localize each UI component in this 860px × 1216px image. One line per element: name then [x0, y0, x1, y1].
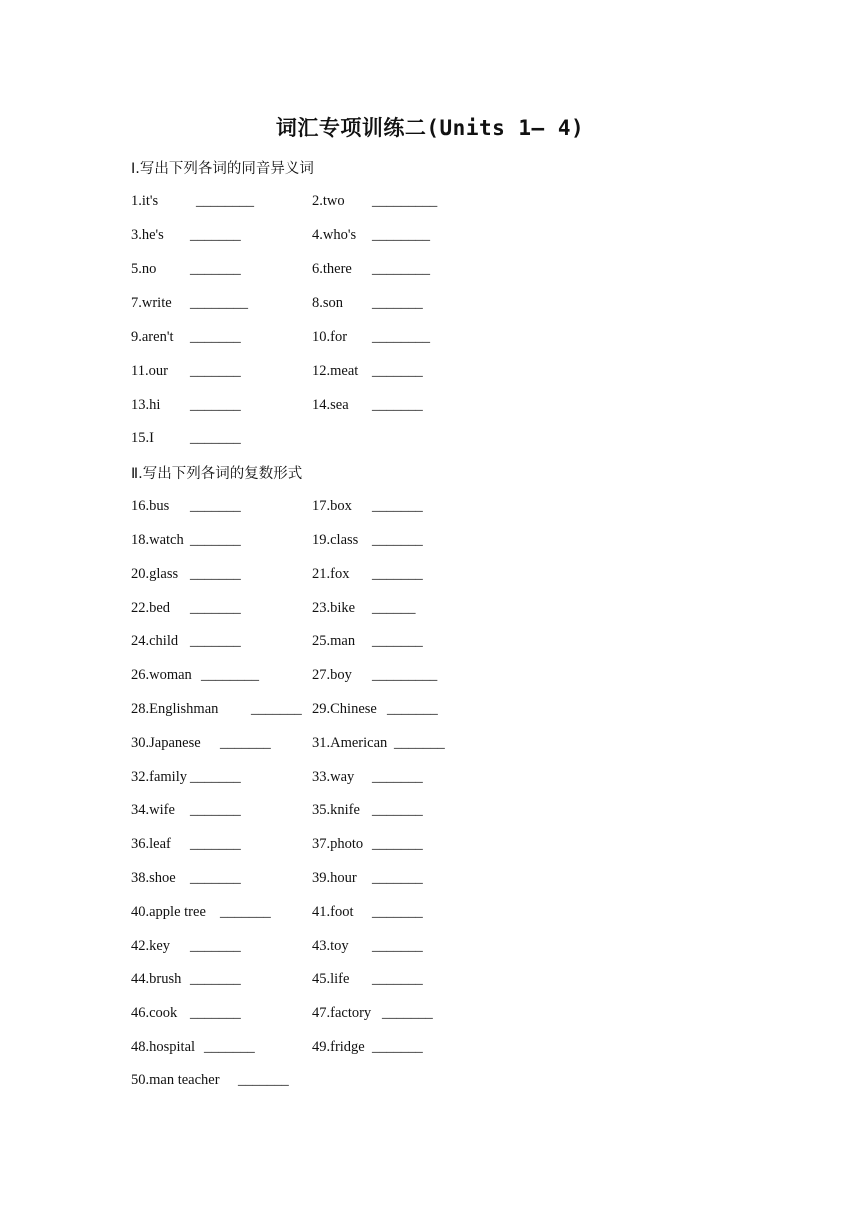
item-label: 2.two	[312, 193, 345, 209]
item-label: 6.there	[312, 261, 352, 277]
item-label: 25.man	[312, 633, 356, 649]
list-item	[312, 396, 423, 414]
answer-blank[interactable]: _______	[372, 870, 423, 886]
list-item	[131, 734, 271, 752]
item-label: 19.class	[312, 532, 359, 548]
list-item	[131, 768, 241, 786]
answer-blank[interactable]: ________	[372, 227, 430, 243]
item-label: 47.factory	[312, 1005, 372, 1021]
answer-blank[interactable]: ______	[372, 600, 416, 616]
list-item	[131, 362, 241, 380]
list-item	[312, 903, 423, 921]
item-label: 40.apple tree	[131, 904, 206, 920]
item-label: 10.for	[312, 329, 348, 345]
list-item	[312, 260, 430, 278]
item-label: 46.cook	[131, 1005, 178, 1021]
list-item	[312, 632, 423, 650]
answer-blank[interactable]: ________	[201, 667, 259, 683]
list-item	[131, 497, 241, 515]
item-label: 39.hour	[312, 870, 357, 886]
answer-blank[interactable]: _______	[190, 938, 241, 954]
list-item	[312, 768, 423, 786]
item-label: 13.hi	[131, 397, 161, 413]
answer-blank[interactable]: _______	[190, 566, 241, 582]
list-item	[312, 937, 423, 955]
list-item	[131, 801, 241, 819]
answer-blank[interactable]: _______	[251, 701, 302, 717]
item-label: 4.who's	[312, 227, 357, 243]
item-label: 12.meat	[312, 363, 359, 379]
item-label: 21.fox	[312, 566, 350, 582]
list-item	[131, 226, 241, 244]
answer-blank[interactable]: _________	[372, 193, 438, 209]
list-item	[131, 192, 254, 210]
answer-blank[interactable]: _______	[190, 769, 241, 785]
item-label: 17.box	[312, 498, 352, 514]
list-item	[131, 294, 248, 312]
list-item	[312, 869, 423, 887]
list-item	[312, 666, 438, 684]
list-item	[131, 599, 241, 617]
list-item	[312, 700, 438, 718]
answer-blank[interactable]: _______	[372, 532, 423, 548]
answer-blank[interactable]: _______	[372, 938, 423, 954]
list-item	[131, 970, 241, 988]
list-item	[131, 429, 241, 447]
list-item	[312, 192, 438, 210]
list-item	[131, 700, 302, 718]
list-item	[131, 1038, 255, 1056]
answer-blank[interactable]: _______	[372, 363, 423, 379]
list-item	[312, 565, 423, 583]
answer-blank[interactable]: _______	[190, 532, 241, 548]
answer-blank[interactable]: _______	[220, 735, 271, 751]
list-item	[312, 599, 416, 617]
answer-blank[interactable]: _______	[190, 802, 241, 818]
item-label: 37.photo	[312, 836, 364, 852]
answer-blank[interactable]: _______	[190, 227, 241, 243]
item-label: 36.leaf	[131, 836, 171, 852]
item-label: 41.foot	[312, 904, 354, 920]
item-label: 34.wife	[131, 802, 175, 818]
list-item	[131, 666, 259, 684]
item-label: 27.boy	[312, 667, 352, 683]
item-label: 35.knife	[312, 802, 360, 818]
answer-blank[interactable]: _______	[190, 397, 241, 413]
answer-blank[interactable]: _______	[190, 329, 241, 345]
answer-blank[interactable]: ________	[372, 329, 430, 345]
item-label: 32.family	[131, 769, 187, 785]
item-label: 18.watch	[131, 532, 184, 548]
answer-blank[interactable]: _______	[190, 363, 241, 379]
list-item	[131, 1004, 241, 1022]
answer-blank[interactable]: _______	[372, 397, 423, 413]
item-label: 45.life	[312, 971, 350, 987]
answer-blank[interactable]: _______	[372, 904, 423, 920]
item-label: 8.son	[312, 295, 344, 311]
item-label: 3.he's	[131, 227, 164, 243]
item-label: 26.woman	[131, 667, 192, 683]
list-item	[312, 1038, 423, 1056]
list-item	[131, 869, 241, 887]
item-label: 28.Englishman	[131, 701, 219, 717]
section-1-heading: Ⅰ.写出下列各词的同音异义词	[131, 161, 314, 177]
item-label: 20.glass	[131, 566, 179, 582]
item-label: 42.key	[131, 938, 171, 954]
list-item	[312, 226, 430, 244]
answer-blank[interactable]: _______	[190, 633, 241, 649]
item-label: 5.no	[131, 261, 157, 277]
item-label: 24.child	[131, 633, 179, 649]
answer-blank[interactable]: _______	[372, 566, 423, 582]
item-label: 43.toy	[312, 938, 349, 954]
answer-blank[interactable]: _______	[190, 1005, 241, 1021]
item-label: 31.American	[312, 735, 388, 751]
answer-blank[interactable]: ________	[372, 261, 430, 277]
answer-blank[interactable]: _______	[204, 1039, 255, 1055]
list-item	[312, 531, 423, 549]
answer-blank[interactable]: _______	[394, 735, 445, 751]
list-item	[312, 734, 445, 752]
item-label: 22.bed	[131, 600, 171, 616]
list-item	[312, 801, 423, 819]
item-label: 48.hospital	[131, 1039, 196, 1055]
answer-blank[interactable]: _______	[382, 1005, 433, 1021]
list-item	[131, 260, 241, 278]
item-label: 11.our	[131, 363, 168, 379]
list-item	[131, 835, 241, 853]
list-item	[312, 1004, 433, 1022]
answer-blank[interactable]: _______	[190, 600, 241, 616]
answer-blank[interactable]: ________	[190, 295, 248, 311]
answer-blank[interactable]: _______	[190, 870, 241, 886]
item-label: 23.bike	[312, 600, 356, 616]
list-item	[131, 531, 241, 549]
answer-blank[interactable]: _______	[372, 802, 423, 818]
list-item	[131, 328, 241, 346]
item-label: 9.aren't	[131, 329, 174, 345]
answer-blank[interactable]: _______	[372, 633, 423, 649]
list-item	[131, 565, 241, 583]
item-label: 7.write	[131, 295, 172, 311]
item-label: 49.fridge	[312, 1039, 365, 1055]
answer-blank[interactable]: _______	[372, 971, 423, 987]
item-label: 44.brush	[131, 971, 182, 987]
answer-blank[interactable]: ________	[196, 193, 254, 209]
answer-blank[interactable]: _______	[372, 769, 423, 785]
list-item	[312, 362, 423, 380]
answer-blank[interactable]: _______	[372, 836, 423, 852]
answer-blank[interactable]: _______	[238, 1072, 289, 1088]
answer-blank[interactable]: _______	[372, 498, 423, 514]
list-item	[131, 632, 241, 650]
item-label: 33.way	[312, 769, 355, 785]
answer-blank[interactable]: _______	[387, 701, 438, 717]
answer-blank[interactable]: _______	[372, 295, 423, 311]
worksheet-title: 词汇专项训练二(Units 1— 4)	[275, 116, 585, 140]
answer-blank[interactable]: _________	[372, 667, 438, 683]
list-item	[312, 497, 423, 515]
list-item	[131, 903, 271, 921]
answer-blank[interactable]: _______	[372, 1039, 423, 1055]
item-label: 38.shoe	[131, 870, 176, 886]
answer-blank[interactable]: _______	[190, 261, 241, 277]
item-label: 30.Japanese	[131, 735, 201, 751]
item-label: 50.man teacher	[131, 1072, 220, 1088]
answer-blank[interactable]: _______	[190, 836, 241, 852]
item-label: 1.it's	[131, 193, 159, 209]
item-label: 16.bus	[131, 498, 170, 514]
list-item	[312, 835, 423, 853]
answer-blank[interactable]: _______	[190, 430, 241, 446]
list-item	[312, 294, 423, 312]
item-label: 15.I	[131, 430, 154, 446]
item-label: 14.sea	[312, 397, 349, 413]
item-label: 29.Chinese	[312, 701, 377, 717]
section-2-heading: Ⅱ.写出下列各词的复数形式	[131, 466, 303, 482]
list-item	[131, 1071, 289, 1089]
answer-blank[interactable]: _______	[190, 971, 241, 987]
answer-blank[interactable]: _______	[190, 498, 241, 514]
list-item	[312, 328, 430, 346]
list-item	[131, 396, 241, 414]
list-item	[312, 970, 423, 988]
answer-blank[interactable]: _______	[220, 904, 271, 920]
list-item	[131, 937, 241, 955]
